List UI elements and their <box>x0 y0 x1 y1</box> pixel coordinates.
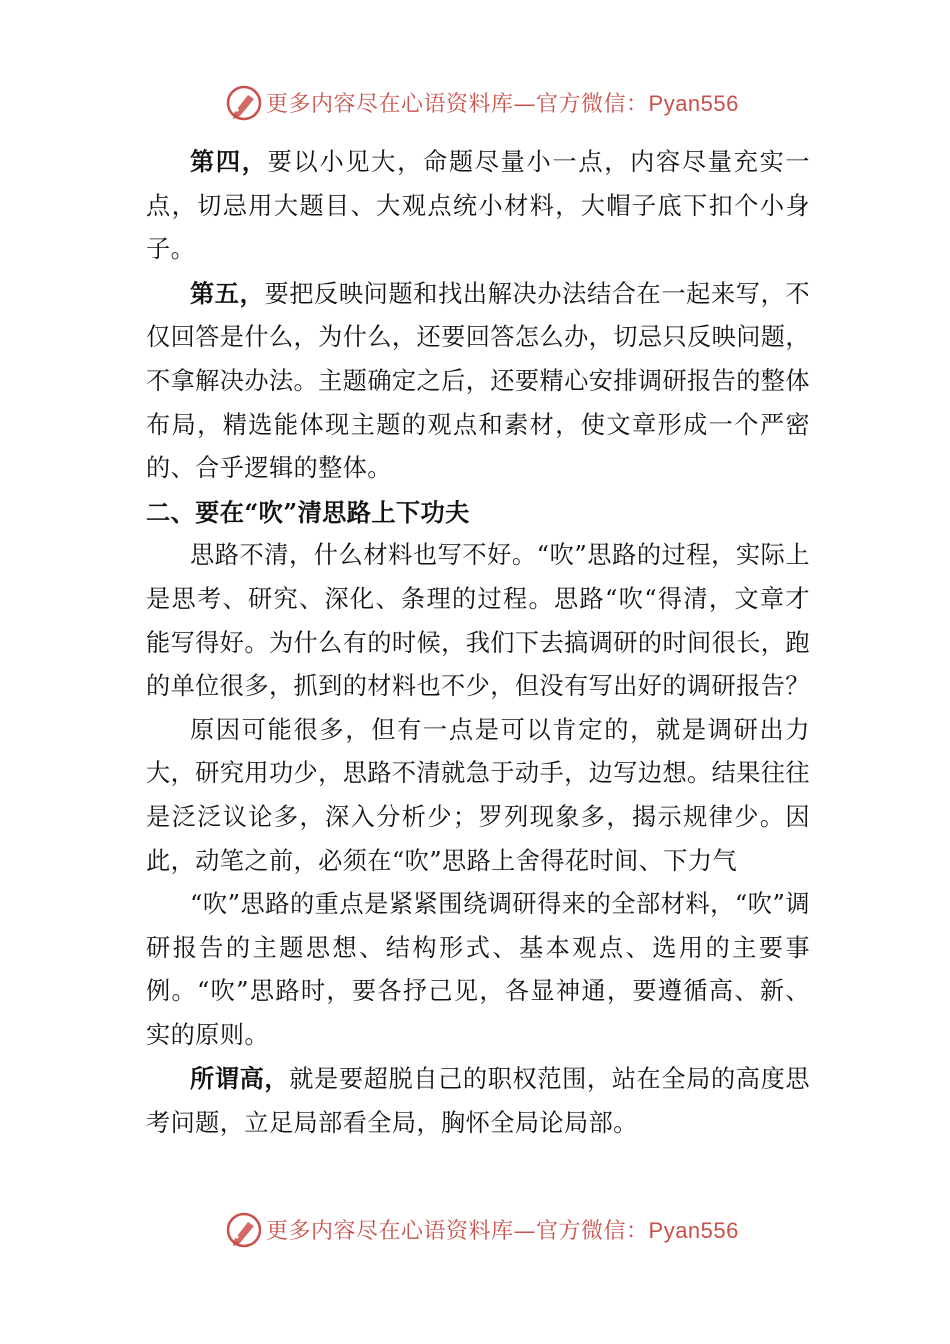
section-heading: 二、要在“吹”清思路上下功夫 <box>146 497 470 527</box>
footer-watermark <box>0 1206 950 1256</box>
watermark-text: 更多内容尽在心语资料库—官方微信：Pyan556 <box>266 1218 739 1244</box>
paragraph-focus: “吹”思路的重点是紧紧围绕调研得来的全部材料，“吹”调研报告的主题思想、结构形式、基本观点、选用的主要事例。“吹”思路时，要各抒己见，各显神通，要遵循高、新、实的原则。 <box>146 890 810 1049</box>
document-body <box>146 140 810 1146</box>
wechat-id: Pyan556 <box>648 91 739 116</box>
paragraph-reasons: 原因可能很多，但有一点是可以肯定的，就是调研出力大，研究用功少，思路不清就急于动手，边写边想。结果往往是泛泛议论多，深入分析少；罗列现象多，揭示规律少。因此，动笔之前，必须在“吹”思路上舍得花时间、下力气 <box>146 715 810 875</box>
pen-nib-logo-icon <box>224 83 264 123</box>
paragraph-5: 第五，要把反映问题和找出解决办法结合在一起来写，不仅回答是什么，为什么，还要回答怎么办，切忌只反映问题，不拿解决办法。主题确定之后，还要精心安排调研报告的整体布局，精选能体现主题的观点和素材，使文章形成一个严密的、合乎逻辑的整体。 <box>146 278 810 483</box>
pen-nib-logo-icon <box>224 1210 264 1250</box>
paragraph-thinking: 思路不清，什么材料也写不好。“吹”思路的过程，实际上是思考、研究、深化、条理的过程。思路“吹“得清，文章才能写得好。为什么有的时候，我们下去搞调研的时间很长，跑的单位很多，抓到的材料也不少，但没有写出好的调研报告？ <box>146 541 810 701</box>
header-watermark <box>0 79 950 129</box>
paragraph-lead: 第四， <box>190 147 268 176</box>
paragraph-lead: 所谓高， <box>190 1064 290 1094</box>
watermark-text: 更多内容尽在心语资料库—官方微信：Pyan556 <box>266 91 739 117</box>
wechat-id: Pyan556 <box>648 1218 739 1243</box>
paragraph-4: 第四，要以小见大，命题尽量小一点，内容尽量充实一点，切忌用大题目、大观点统小材料，大帽子底下扣个小身子。 <box>146 147 811 264</box>
paragraph-high: 所谓高，就是要超脱自己的职权范围，站在全局的高度思考问题，立足局部看全局，胸怀全局论局部。 <box>146 1064 810 1138</box>
paragraph-lead: 第五， <box>190 278 265 308</box>
